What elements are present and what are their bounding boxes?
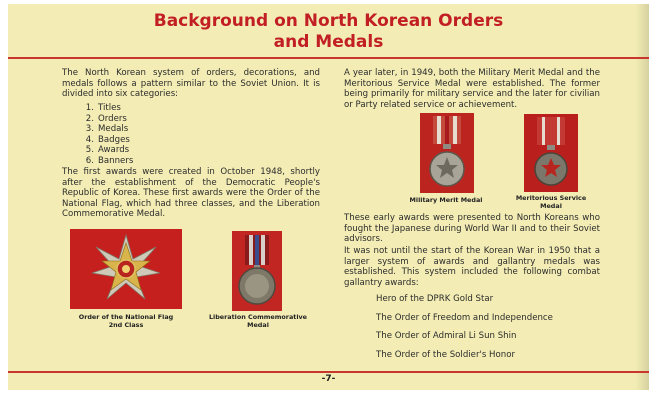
gallantry-award-item: The Order of Freedom and Independence [376,313,553,323]
left-intro-paragraph: The North Korean system of orders, decorations, and medals follows a pattern similar to the Soviet Union. It is divided into six categories: [62,68,320,100]
category-item: 3. Medals [85,124,129,135]
order-of-national-flag-photo [70,229,182,309]
page-number: -7- [321,374,336,384]
right-early-awards-paragraph: These early awards were presented to North Koreans who fought the Japanese during World War II and to their Soviet advisors. [344,213,600,245]
category-item: 1. Titles [85,103,121,113]
bottom-divider [8,371,649,373]
left-history-paragraph: The first awards were created in October 1948, shortly after the establishment of the Democratic People's Republic of Korea. These first awards were the Order of the National Flag, which had three classes, and the Liberation Commemorative Medal. [62,167,320,220]
top-divider [8,57,649,59]
caption-military-merit-medal: Military Merit Medal [409,196,483,204]
caption-meritorious-service-medal: Meritorious Service Medal [515,194,587,210]
category-item: 2. Orders [85,113,127,124]
gallantry-award-item: Hero of the DPRK Gold Star [376,294,494,304]
right-korean-war-paragraph: It was not until the start of the Korean War in 1950 that a larger system of awards and gallantry medals was established. This system included the following combat gallantry awards: [344,246,600,288]
title-line-2: and Medals [273,32,384,52]
category-item: 5. Awards [85,145,130,156]
caption-liberation-commemorative-medal: Liberation Commemorative Medal [208,313,308,329]
page-title [8,11,649,53]
meritorious-service-medal-photo [524,114,578,192]
military-merit-medal-photo [420,113,474,193]
category-list [80,103,133,167]
category-item: 4. Badges [85,134,130,145]
page-edge-shadow [635,4,649,390]
gallantry-award-item: The Order of Admiral Li Sun Shin [376,331,517,341]
gallantry-award-item: The Order of the Soldier's Honor [376,350,516,360]
category-item: 6. Banners [85,155,134,166]
caption-order-of-national-flag: Order of the National Flag 2nd Class [78,313,174,329]
right-intro-paragraph: A year later, in 1949, both the Military Merit Medal and the Meritorious Service Medal were established. The former being primarily for military service and the later for civilian or Party related service or achievement. [344,68,600,110]
liberation-commemorative-medal-photo [232,231,282,311]
title-line-1: Background on North Korean Orders [153,11,504,31]
document-page [8,4,649,390]
